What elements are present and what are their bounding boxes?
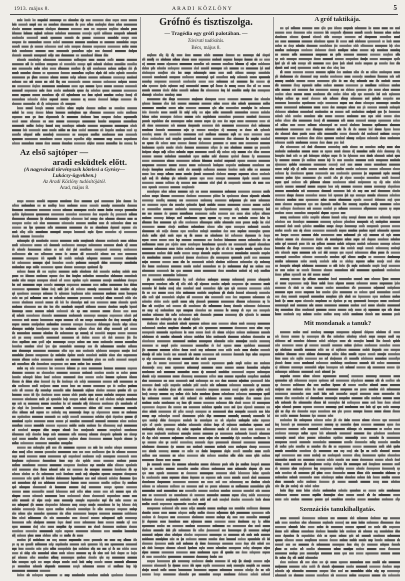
article-source: Távirati tudósítás. (187, 38, 225, 44)
article-subtitle: (A nagyváradi törvényszék kötelesi a Gyrósy—Lukácsy-ügyekben.) (23, 167, 126, 180)
column-rule (140, 17, 141, 577)
article-subtitle: — Tragédia egy grófi palotában. — (164, 31, 248, 37)
dateline: Bécs, május 8. (191, 45, 221, 51)
page-number: 5 (393, 4, 397, 12)
article-body-text (275, 26, 400, 318)
column-rule (273, 17, 274, 577)
article-body-text (275, 330, 400, 504)
article-body-text (142, 53, 270, 577)
article-body-text (12, 199, 137, 577)
column-3 (275, 0, 400, 581)
article-body-text (12, 18, 137, 145)
article-heading (142, 17, 270, 52)
column-1 (12, 0, 137, 581)
article-title: Az első sajtóper — (20, 147, 89, 157)
section-heading: A gróf taktikája. (314, 16, 361, 23)
section-heading: Szenzációs tanukihallgatás. (299, 506, 376, 513)
article-body-text (275, 516, 400, 577)
column-2 (142, 0, 270, 581)
article-title-line-2: aradi esküdtek előtt. (52, 156, 127, 167)
article-source: Az Aradi Közlöny tudósítójától. (43, 179, 106, 185)
issue-date: 1913. május 8. (14, 6, 50, 12)
article-title: Grófnő és tisztiszolga. (159, 17, 253, 28)
article-heading (12, 148, 137, 192)
dateline: Arad, május 8. (59, 185, 90, 191)
section-heading: Mit mondanak a tanuk? (303, 320, 372, 327)
masthead: ARADI KÖZLÖNY (172, 6, 233, 12)
